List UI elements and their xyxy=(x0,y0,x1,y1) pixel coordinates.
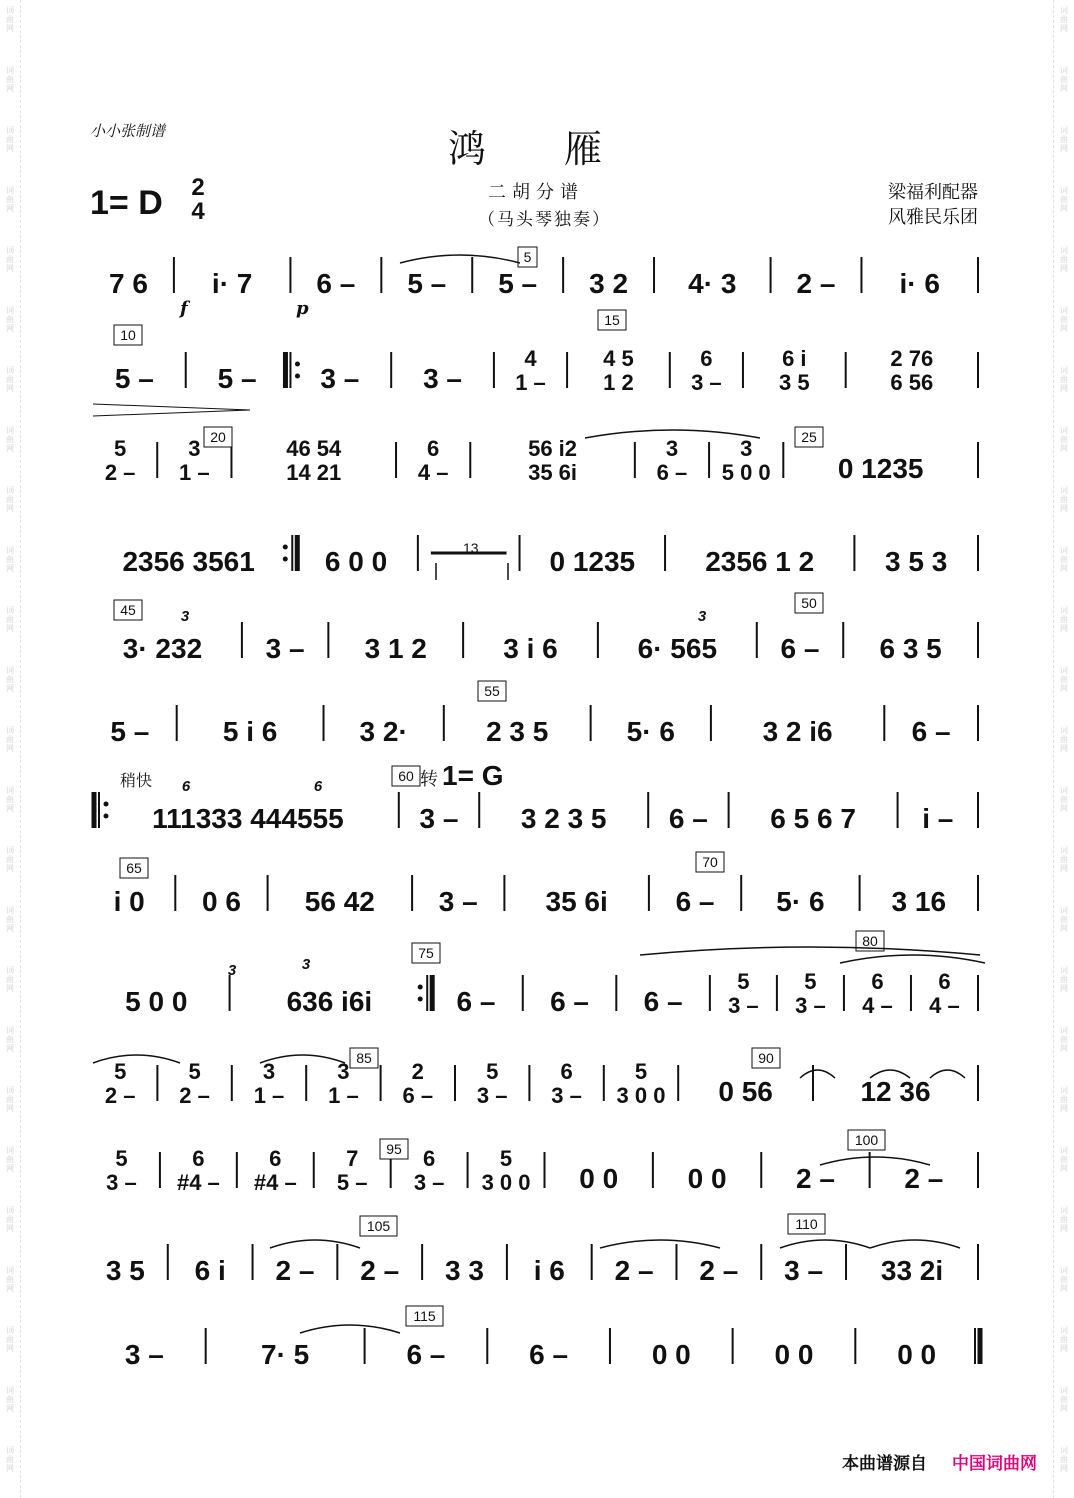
note-lower: 3 – xyxy=(476,1083,508,1108)
song-title: 鸿雁 xyxy=(448,127,681,171)
solo-subtitle: （马头琴独奏） xyxy=(478,210,611,230)
note-group: 2 – xyxy=(614,1255,654,1286)
watermark-text: 词 曲 网 xyxy=(1060,306,1068,333)
note-lower: 6 – xyxy=(656,460,688,485)
watermark-text: 词 曲 网 xyxy=(1060,906,1068,933)
note-group: 5 – xyxy=(114,363,154,394)
note-upper: 2 76 xyxy=(890,346,934,371)
note-group: 5 – xyxy=(498,268,538,299)
note-lower: 1 – xyxy=(328,1083,359,1108)
note-lower: 1 – xyxy=(253,1083,285,1108)
watermark-text: 词 曲 网 xyxy=(1060,186,1068,213)
slur xyxy=(930,1070,965,1078)
watermark-text: 词 曲 网 xyxy=(1060,1206,1068,1233)
note-upper: 6 i xyxy=(782,346,807,371)
note-group: 2 – xyxy=(699,1255,739,1286)
tempo-marking: 稍快 xyxy=(120,773,153,790)
note-lower: 35 6i xyxy=(528,460,578,485)
slur xyxy=(800,1070,835,1078)
slur xyxy=(270,1240,360,1248)
note-lower: 4 – xyxy=(417,460,449,485)
note-upper: 6 xyxy=(871,969,884,994)
note-group: 35 6i xyxy=(545,886,608,917)
watermark-text: 词 曲 网 xyxy=(6,846,14,873)
watermark-text: 词 曲 网 xyxy=(6,906,14,933)
note-upper: 2 xyxy=(411,1059,424,1084)
repeat-dot xyxy=(418,997,423,1002)
measure-number: 65 xyxy=(126,860,142,876)
note-group: 6· 565 xyxy=(637,633,718,664)
note-upper: 6 xyxy=(427,436,440,461)
repeat-dot xyxy=(283,545,288,550)
watermark-text: 词 曲 网 xyxy=(1060,1386,1068,1413)
note-upper: 4 xyxy=(524,346,537,371)
repeat-dot xyxy=(418,985,423,990)
note-lower: #4 – xyxy=(253,1170,297,1195)
note-group: 3 2· xyxy=(359,716,408,747)
note-group: i 0 xyxy=(113,886,145,917)
note-upper: 4 5 xyxy=(603,346,634,371)
measure-number: 80 xyxy=(862,933,878,949)
measure-number: 20 xyxy=(210,429,226,445)
watermark-text: 词 曲 网 xyxy=(6,666,14,693)
note-group: 111333 444555 xyxy=(152,803,344,834)
note-group: 12 36 xyxy=(860,1076,931,1107)
note-group: 2 – xyxy=(795,1163,835,1194)
watermark-text: 词 曲 网 xyxy=(6,306,14,333)
watermark-text: 词 曲 网 xyxy=(6,966,14,993)
slur xyxy=(300,1325,400,1333)
note-group: 3 – xyxy=(320,363,360,394)
note-upper: 5 xyxy=(486,1059,499,1084)
slur xyxy=(600,1240,720,1248)
note-upper: 7 xyxy=(346,1146,359,1171)
note-group: i – xyxy=(922,803,954,834)
note-group: 33 2i xyxy=(880,1255,944,1286)
measure-number: 85 xyxy=(356,1050,372,1066)
note-group: 3 – xyxy=(124,1339,164,1370)
note-lower: 5 0 0 xyxy=(721,460,771,485)
watermark-text: 词 曲 网 xyxy=(1060,726,1068,753)
note-group: 3 16 xyxy=(891,886,947,917)
note-group: 3 2 i6 xyxy=(762,716,833,747)
repeat-dot xyxy=(104,802,109,807)
note-upper: 6 xyxy=(560,1059,573,1084)
note-group: 2 3 5 xyxy=(486,716,549,747)
note-upper: 6 xyxy=(269,1146,282,1171)
note-group: 2356 1 2 xyxy=(705,546,815,577)
measure-number: 100 xyxy=(854,1132,879,1148)
note-lower: 6 56 xyxy=(890,370,934,395)
note-group: 3 – xyxy=(438,886,478,917)
note-group: 636 i6i xyxy=(286,986,373,1017)
note-group: 6 0 0 xyxy=(324,546,388,577)
watermark-text: 词 曲 网 xyxy=(6,1026,14,1053)
measure-number: 60 xyxy=(398,768,414,784)
note-lower: 1 – xyxy=(515,370,546,395)
dynamic-piano: p xyxy=(296,298,309,319)
time-bottom: 4 xyxy=(191,198,205,225)
note-lower: 6 – xyxy=(402,1083,434,1108)
note-group: 7 6 xyxy=(108,268,148,299)
note-upper: 5 xyxy=(188,1059,201,1084)
note-group: 3· 232 xyxy=(122,633,203,664)
note-group: 3 3 xyxy=(445,1255,484,1286)
dynamic-forte: f xyxy=(180,298,188,319)
watermark-text: 词 曲 网 xyxy=(6,486,14,513)
watermark-text: 词 曲 网 xyxy=(6,1206,14,1233)
watermark-text: 词 曲 网 xyxy=(1060,1026,1068,1053)
note-group: 3 – xyxy=(265,633,305,664)
measure-number: 25 xyxy=(801,429,817,445)
note-upper: 3 xyxy=(188,436,201,461)
note-group: 3 i 6 xyxy=(503,633,558,664)
measure-number: 95 xyxy=(386,1141,402,1157)
note-group: 5 i 6 xyxy=(222,716,278,747)
sextuplet-number: 6 xyxy=(181,778,191,795)
note-upper: 5 xyxy=(737,969,750,994)
note-group: 6 i xyxy=(194,1255,226,1286)
note-group: 7· 5 xyxy=(261,1339,310,1370)
note-upper: 5 xyxy=(804,969,817,994)
measure-number: 90 xyxy=(758,1050,774,1066)
note-upper: 3 xyxy=(665,436,679,461)
note-group: 0 1235 xyxy=(837,453,924,484)
note-group: 6 3 5 xyxy=(879,633,942,664)
note-upper: 5 xyxy=(113,436,127,461)
note-lower: 3 – xyxy=(795,993,826,1018)
note-group: 2 – xyxy=(360,1255,400,1286)
note-group: 5· 6 xyxy=(776,886,825,917)
measure-number: 75 xyxy=(418,945,434,961)
note-lower: 4 – xyxy=(929,993,960,1018)
decrescendo-top xyxy=(93,404,250,410)
measure-number: 110 xyxy=(795,1216,818,1232)
watermark-text: 词 曲 网 xyxy=(6,786,14,813)
measure-number: 15 xyxy=(604,312,620,328)
watermark-text: 词 曲 网 xyxy=(6,1326,14,1353)
note-lower: 3 0 0 xyxy=(481,1170,531,1195)
watermark-text: 词 曲 网 xyxy=(6,1386,14,1413)
triplet-number: 3 xyxy=(301,956,311,973)
watermark-text: 词 曲 网 xyxy=(1060,6,1068,33)
modulation-key: 1= G xyxy=(442,760,504,791)
part-subtitle: 二胡分谱 xyxy=(488,182,584,203)
modulation-word: 转 xyxy=(420,769,438,789)
note-lower: 5 – xyxy=(336,1170,368,1195)
watermark-text: 词 曲 网 xyxy=(1060,786,1068,813)
watermark-text: 词 曲 网 xyxy=(1060,1086,1068,1113)
note-group: 3 – xyxy=(419,803,459,834)
slur xyxy=(870,1240,960,1248)
repeat-dot xyxy=(283,557,288,562)
note-lower: 3 – xyxy=(691,370,722,395)
note-group: 0 0 xyxy=(687,1163,727,1194)
watermark-text: 词 曲 网 xyxy=(1060,546,1068,573)
watermark-text: 词 曲 网 xyxy=(1060,66,1068,93)
note-upper: 3 xyxy=(337,1059,350,1084)
note-group: 5 – xyxy=(407,268,447,299)
watermark-text: 词 曲 网 xyxy=(1060,426,1068,453)
watermark-text: 词 曲 网 xyxy=(1060,606,1068,633)
note-upper: 56 i2 xyxy=(528,436,578,461)
note-group: 2 – xyxy=(275,1255,315,1286)
note-lower: 2 – xyxy=(104,1083,136,1108)
note-group: 0 0 xyxy=(651,1339,691,1370)
watermark-text: 词 曲 网 xyxy=(1060,1146,1068,1173)
watermark-text: 词 曲 网 xyxy=(1060,846,1068,873)
note-lower: 3 – xyxy=(551,1083,582,1108)
repeat-dot xyxy=(295,362,300,367)
watermark-text: 词 曲 网 xyxy=(6,606,14,633)
note-lower: 4 – xyxy=(862,993,893,1018)
note-group: 6 – xyxy=(911,716,951,747)
note-group: 2 – xyxy=(904,1163,944,1194)
key-signature: 1= D xyxy=(90,184,163,222)
measure-number: 70 xyxy=(702,854,718,870)
note-group: 6 – xyxy=(780,633,820,664)
note-lower: 1 2 xyxy=(603,370,634,395)
note-group: i 6 xyxy=(533,1255,565,1286)
slur xyxy=(400,255,520,263)
triplet-number: 3 xyxy=(180,608,190,625)
note-upper: 3 xyxy=(262,1059,276,1084)
watermark-text: 词 曲 网 xyxy=(6,1086,14,1113)
watermark-text: 词 曲 网 xyxy=(1060,366,1068,393)
watermark-text: 词 曲 网 xyxy=(1060,126,1068,153)
note-group: 5 – xyxy=(110,716,150,747)
note-group: 3 2 xyxy=(589,268,629,299)
note-upper: 3 xyxy=(740,436,753,461)
transcriber-credit: 小小张制谱 xyxy=(90,122,166,140)
note-group: 6 5 6 7 xyxy=(770,803,856,834)
source-site: 中国词曲网 xyxy=(952,1454,1037,1473)
slur xyxy=(93,1055,180,1063)
watermark-text: 词 曲 网 xyxy=(6,126,14,153)
slur xyxy=(780,1240,870,1248)
sextuplet-number: 6 xyxy=(313,778,323,795)
note-lower: 1 – xyxy=(179,460,210,485)
slur xyxy=(840,955,985,963)
arranger-credit: 梁福利配器 xyxy=(888,182,978,203)
measure-number: 50 xyxy=(801,595,817,611)
note-upper: 6 xyxy=(700,346,713,371)
note-upper: 46 54 xyxy=(286,436,342,461)
note-upper: 5 xyxy=(634,1059,648,1084)
time-top: 2 xyxy=(191,174,205,201)
note-group: 4· 3 xyxy=(688,268,737,299)
note-group: 5 0 0 xyxy=(125,986,188,1017)
note-lower: 14 21 xyxy=(286,460,342,485)
repeat-dot xyxy=(295,374,300,379)
note-upper: 6 xyxy=(423,1146,436,1171)
note-upper: 5 xyxy=(499,1146,513,1171)
note-group: 5 – xyxy=(217,363,257,394)
measure-number: 55 xyxy=(484,683,500,699)
note-group: i· 6 xyxy=(899,268,940,299)
note-group: 3 5 xyxy=(105,1255,145,1286)
watermark-text: 词 曲 网 xyxy=(6,546,14,573)
note-group: 0 0 xyxy=(774,1339,814,1370)
note-group: 6 – xyxy=(456,986,496,1017)
watermark-text: 词 曲 网 xyxy=(1060,1326,1068,1353)
note-group: 2 – xyxy=(796,268,836,299)
multirest-count: 13 xyxy=(463,540,479,556)
note-group: 6 – xyxy=(316,268,356,299)
note-group: 6 – xyxy=(529,1339,569,1370)
measure-number: 5 xyxy=(523,249,532,265)
note-lower: 3 – xyxy=(728,993,759,1018)
watermark-text: 词 曲 网 xyxy=(1060,1266,1068,1293)
ensemble-credit: 风雅民乐团 xyxy=(888,207,978,228)
note-group: 3 – xyxy=(423,363,463,394)
note-group: 0 1235 xyxy=(549,546,636,577)
measure-number: 45 xyxy=(120,602,136,618)
triplet-number: 3 xyxy=(697,608,707,625)
note-group: 0 56 xyxy=(718,1076,773,1107)
watermark-text: 词 曲 网 xyxy=(6,1446,14,1473)
note-group: 6 – xyxy=(668,803,708,834)
note-group: 6 – xyxy=(550,986,590,1017)
note-group: 3 1 2 xyxy=(364,633,427,664)
note-group: 6 – xyxy=(406,1339,446,1370)
note-group: 56 42 xyxy=(304,886,375,917)
note-upper: 5 xyxy=(115,1146,128,1171)
watermark-text: 词 曲 网 xyxy=(6,426,14,453)
watermark-text: 词 曲 网 xyxy=(1060,666,1068,693)
watermark-text: 词 曲 网 xyxy=(6,66,14,93)
note-group: 3 5 3 xyxy=(885,546,948,577)
watermark-text: 词 曲 网 xyxy=(1060,966,1068,993)
triplet-number: 3 xyxy=(227,962,237,979)
watermark-text: 词 曲 网 xyxy=(6,6,14,33)
watermark-text: 词 曲 网 xyxy=(1060,486,1068,513)
watermark-text: 词 曲 网 xyxy=(6,246,14,273)
note-lower: 3 – xyxy=(413,1170,445,1195)
note-lower: 3 0 0 xyxy=(616,1083,666,1108)
watermark-text: 词 曲 网 xyxy=(6,186,14,213)
watermark-text: 词 曲 网 xyxy=(1060,246,1068,273)
note-group: i· 7 xyxy=(211,268,253,299)
watermark-text: 词 曲 网 xyxy=(6,366,14,393)
note-upper: 6 xyxy=(192,1146,205,1171)
note-group: 5· 6 xyxy=(626,716,675,747)
note-lower: 2 – xyxy=(104,460,136,485)
decrescendo-bottom xyxy=(93,410,250,416)
measure-number: 10 xyxy=(120,327,136,343)
note-group: 6 – xyxy=(643,986,683,1017)
note-lower: 3 – xyxy=(106,1170,137,1195)
note-upper: 5 xyxy=(114,1059,127,1084)
note-lower: 2 – xyxy=(179,1083,210,1108)
measure-number: 105 xyxy=(366,1218,391,1234)
note-group: 3 2 3 5 xyxy=(520,803,607,834)
watermark-text: 词 曲 网 xyxy=(1060,1446,1068,1473)
watermark-text: 词 曲 网 xyxy=(6,726,14,753)
note-group: 3 – xyxy=(784,1255,824,1286)
note-group: 0 6 xyxy=(201,886,241,917)
note-group: 2356 3561 xyxy=(122,546,255,577)
note-lower: #4 – xyxy=(176,1170,220,1195)
note-group: 0 0 xyxy=(579,1163,619,1194)
source-label: 本曲谱源自 xyxy=(842,1454,927,1473)
note-lower: 3 5 xyxy=(779,370,810,395)
note-group: 0 0 xyxy=(897,1339,937,1370)
repeat-dot xyxy=(104,814,109,819)
watermark-text: 词 曲 网 xyxy=(6,1266,14,1293)
note-group: 6 – xyxy=(675,886,715,917)
watermark-text: 词 曲 网 xyxy=(6,1146,14,1173)
slur xyxy=(640,947,980,955)
measure-number: 115 xyxy=(413,1308,436,1324)
note-upper: 6 xyxy=(938,969,951,994)
